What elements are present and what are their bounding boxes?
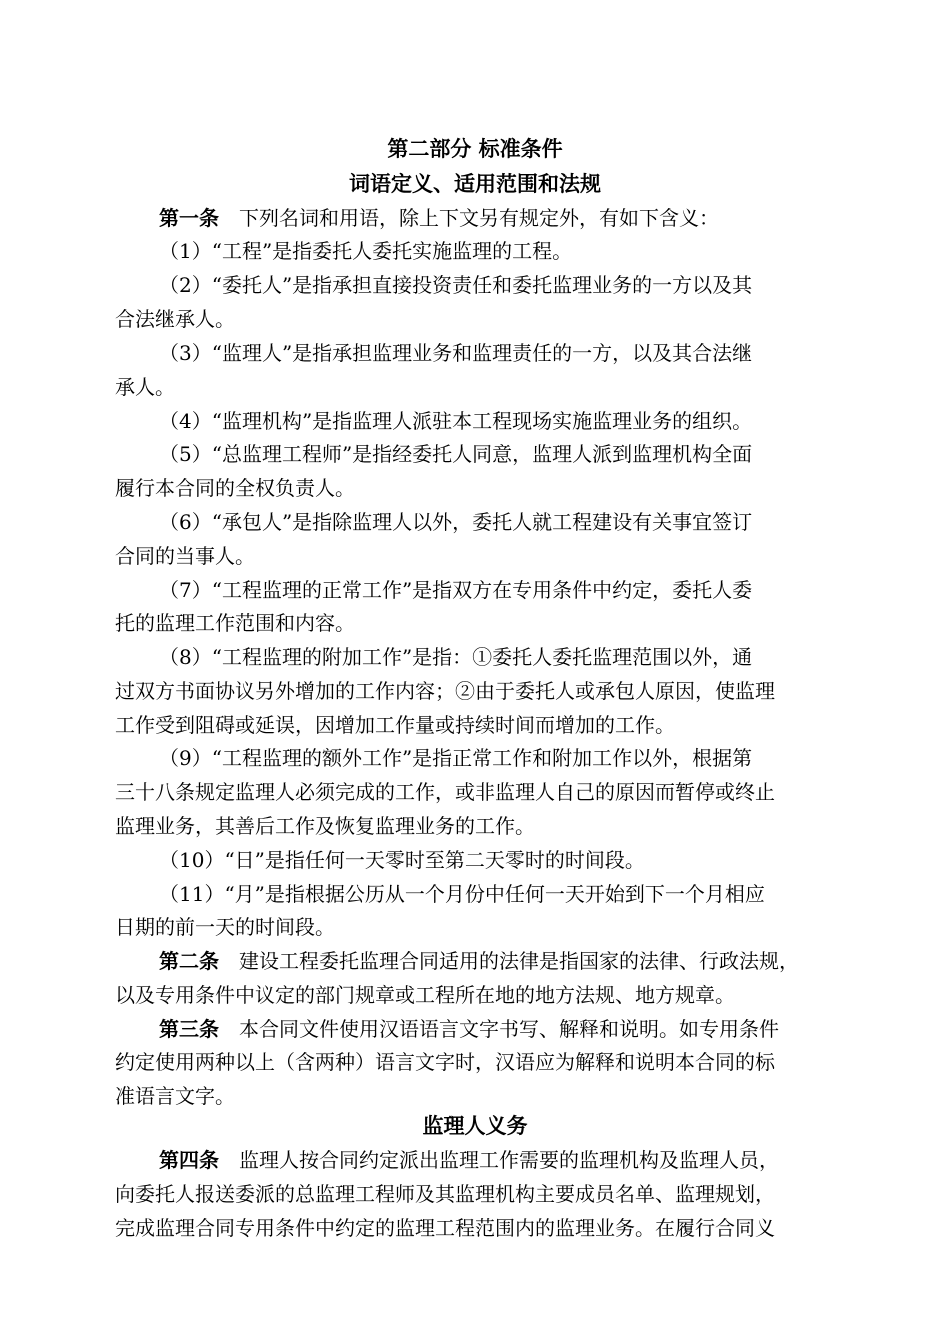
article-2-text: 建设工程委托监理合同适用的法律是指国家的法律、行政法规， xyxy=(239,949,799,973)
section-heading-supervisor-duties: 监理人义务 xyxy=(422,1113,528,1138)
definition-item-8-cont-2: 工作受到阻碍或延误，因增加工作量或持续时间而增加的工作。 xyxy=(115,713,675,737)
definition-item-3: （3）“监理人”是指承担监理业务和监理责任的一方，以及其合法继 xyxy=(159,341,753,365)
part-title: 第二部分 标准条件 xyxy=(387,136,563,161)
article-3-cont-2: 准语言文字。 xyxy=(115,1084,235,1108)
article-1-text: 下列名词和用语，除上下文另有规定外，有如下含义： xyxy=(239,206,719,230)
definition-item-7: （7）“工程监理的正常工作”是指双方在专用条件中约定，委托人委 xyxy=(159,578,753,602)
article-2-label: 第二条 xyxy=(159,949,219,973)
article-3-label: 第三条 xyxy=(159,1017,219,1041)
definition-item-6: （6）“承包人”是指除监理人以外，委托人就工程建设有关事宜签订 xyxy=(159,510,753,534)
definition-item-11: （11）“月”是指根据公历从一个月份中任何一天开始到下一个月相应 xyxy=(159,882,765,906)
definition-item-6-cont: 合同的当事人。 xyxy=(115,544,255,568)
article-3-cont-1: 约定使用两种以上（含两种）语言文字时，汉语应为解释和说明本合同的标 xyxy=(115,1050,775,1074)
definition-item-5-cont: 履行本合同的全权负责人。 xyxy=(115,476,355,500)
article-1-intro xyxy=(159,201,719,235)
definition-item-8: （8）“工程监理的附加工作”是指：①委托人委托监理范围以外，通 xyxy=(159,645,753,669)
article-4-label: 第四条 xyxy=(159,1148,219,1172)
definition-item-2-cont: 合法继承人。 xyxy=(115,307,235,331)
definition-item-5: （5）“总监理工程师”是指经委托人同意，监理人派到监理机构全面 xyxy=(159,442,753,466)
definition-item-3-cont: 承人。 xyxy=(115,375,175,399)
article-4-first-line xyxy=(159,1143,779,1177)
article-2-first-line xyxy=(159,944,799,978)
definition-item-10: （10）“日”是指任何一天零时至第二天零时的时间段。 xyxy=(159,848,645,872)
definition-item-8-cont-1: 过双方书面协议另外增加的工作内容；②由于委托人或承包人原因，使监理 xyxy=(115,679,775,703)
article-4-cont-1: 向委托人报送委派的总监理工程师及其监理机构主要成员名单、监理规划， xyxy=(115,1182,775,1206)
definition-item-11-cont: 日期的前一天的时间段。 xyxy=(115,915,335,939)
article-4-text: 监理人按合同约定派出监理工作需要的监理机构及监理人员， xyxy=(239,1148,779,1172)
definition-item-1: （1）“工程”是指委托人委托实施监理的工程。 xyxy=(159,239,573,263)
definition-item-2: （2）“委托人”是指承担直接投资责任和委托监理业务的一方以及其 xyxy=(159,273,753,297)
definition-item-4: （4）“监理机构”是指监理人派驻本工程现场实施监理业务的组织。 xyxy=(159,409,753,433)
definition-item-7-cont: 托的监理工作范围和内容。 xyxy=(115,611,355,635)
definition-item-9-cont-1: 三十八条规定监理人必须完成的工作，或非监理人自己的原因而暂停或终止 xyxy=(115,780,775,804)
article-4-cont-2: 完成监理合同专用条件中约定的监理工程范围内的监理业务。在履行合同义 xyxy=(115,1216,775,1240)
article-3-first-line xyxy=(159,1012,779,1046)
article-2-cont: 以及专用条件中议定的部门规章或工程所在地的地方法规、地方规章。 xyxy=(115,983,735,1007)
article-3-text: 本合同文件使用汉语语言文字书写、解释和说明。如专用条件 xyxy=(239,1017,779,1041)
article-1-label: 第一条 xyxy=(159,206,219,230)
definition-item-9-cont-2: 监理业务，其善后工作及恢复监理业务的工作。 xyxy=(115,814,535,838)
section-heading-definitions: 词语定义、适用范围和法规 xyxy=(349,171,601,196)
definition-item-9: （9）“工程监理的额外工作”是指正常工作和附加工作以外，根据第 xyxy=(159,746,753,770)
